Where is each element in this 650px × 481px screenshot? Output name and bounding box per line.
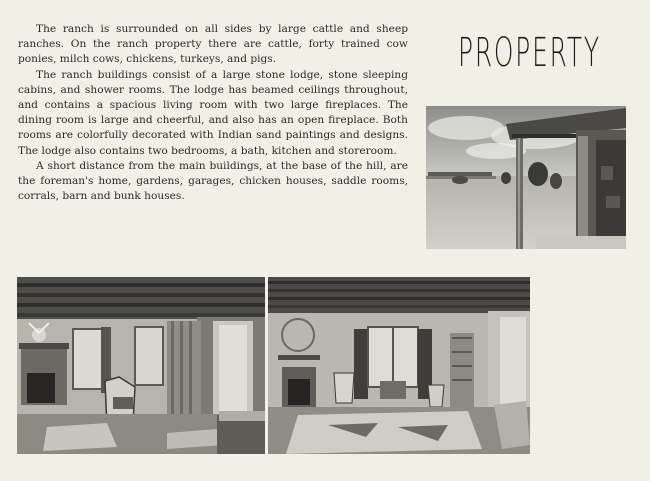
dining-room-photo xyxy=(268,277,530,454)
paragraph-buildings: The ranch buildings consist of a large stone lodge, stone sleeping cabins, and shower rooms. The lodge has beamed ceilings throughout, and contains a spacious living room with two large fireplaces. The dining room is large and cheerful, and also has an open fireplace. Both rooms are colorfully decorated with Indian sand paintings and designs. The lodge also contains two bedrooms, a bath, kitchen and storeroom. xyxy=(18,68,408,157)
paragraph-outbuildings: A short distance from the main buildings, at the base of the hill, are the foreman's home, gardens, garages, chicken houses, saddle rooms, corrals, barn and bunk houses. xyxy=(18,159,408,203)
body-text xyxy=(18,22,408,204)
paragraph-animals: The ranch is surrounded on all sides by large cattle and sheep ranches. On the ranch property there are cattle, forty trained cow ponies, milch cows, chickens, turkeys, and pigs. xyxy=(18,23,408,66)
lodge-exterior-photo xyxy=(426,106,626,249)
living-room-photo xyxy=(17,277,265,454)
page-heading: PROPERTY xyxy=(458,30,601,76)
